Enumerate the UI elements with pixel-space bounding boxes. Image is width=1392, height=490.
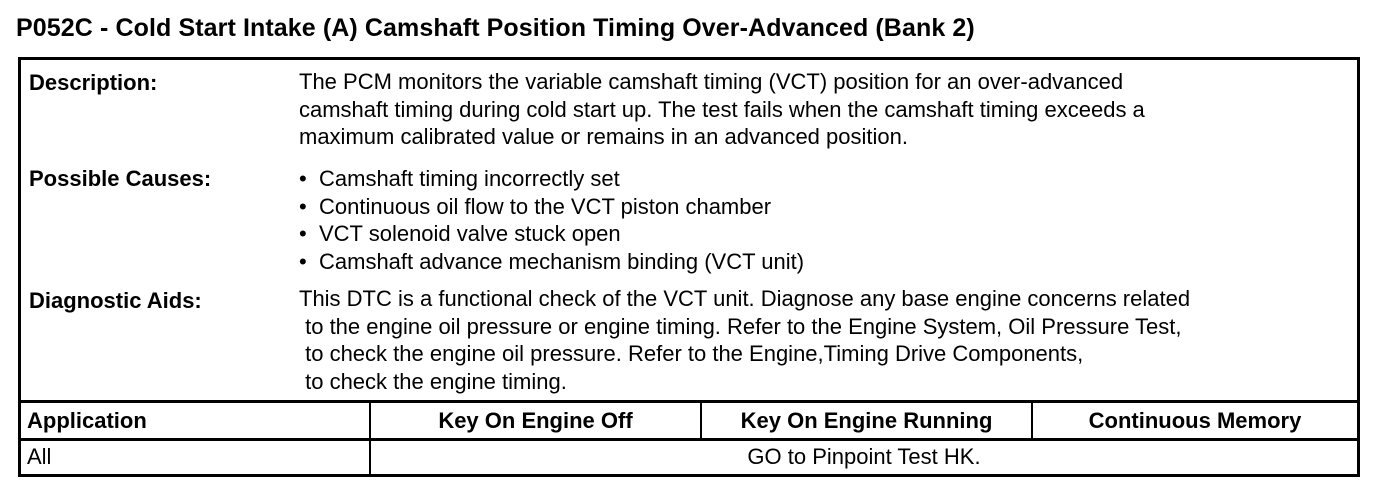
possible-causes-list [299,165,804,275]
dtc-info-box [18,57,1360,477]
table-header-row [21,402,1357,440]
header-continuous-memory: Continuous Memory [1032,402,1357,440]
description-text: The PCM monitors the variable camshaft timing (VCT) position for an over-advanced camshaft timing during cold start up. The test fails when the camshaft timing exceeds a maximum calibrated value or remains in an advanced position. [299,69,1145,149]
possible-causes-label: Possible Causes: [29,166,212,191]
diagnostic-aids-label: Diagnostic Aids: [29,288,202,313]
cause-item: • VCT solenoid valve stuck open [299,220,804,248]
header-koer: Key On Engine Running [701,402,1032,440]
cause-item: • Continuous oil flow to the VCT piston chamber [299,193,804,221]
application-value: All [21,440,370,474]
cause-item: • Camshaft timing incorrectly set [299,165,804,193]
description-label: Description: [29,70,158,95]
header-koeo: Key On Engine Off [370,402,701,440]
application-table [21,400,1357,474]
header-application: Application [21,402,370,440]
table-row [21,440,1357,474]
pinpoint-test-instruction: GO to Pinpoint Test HK. [370,440,1357,474]
cause-item: • Camshaft advance mechanism binding (VCT unit) [299,248,804,276]
diagnostic-aids-text: This DTC is a functional check of the VCT unit. Diagnose any base engine concerns related to the engine oil pressure or engine timing. Refer to the Engine System, Oil Pressure Test, to check the engine oil pressure. Refer to the Engine,Timing Drive Components, to check the engine timing. [299,286,1191,394]
page-title: P052C - Cold Start Intake (A) Camshaft Position Timing Over-Advanced (Bank 2) [16,14,975,42]
